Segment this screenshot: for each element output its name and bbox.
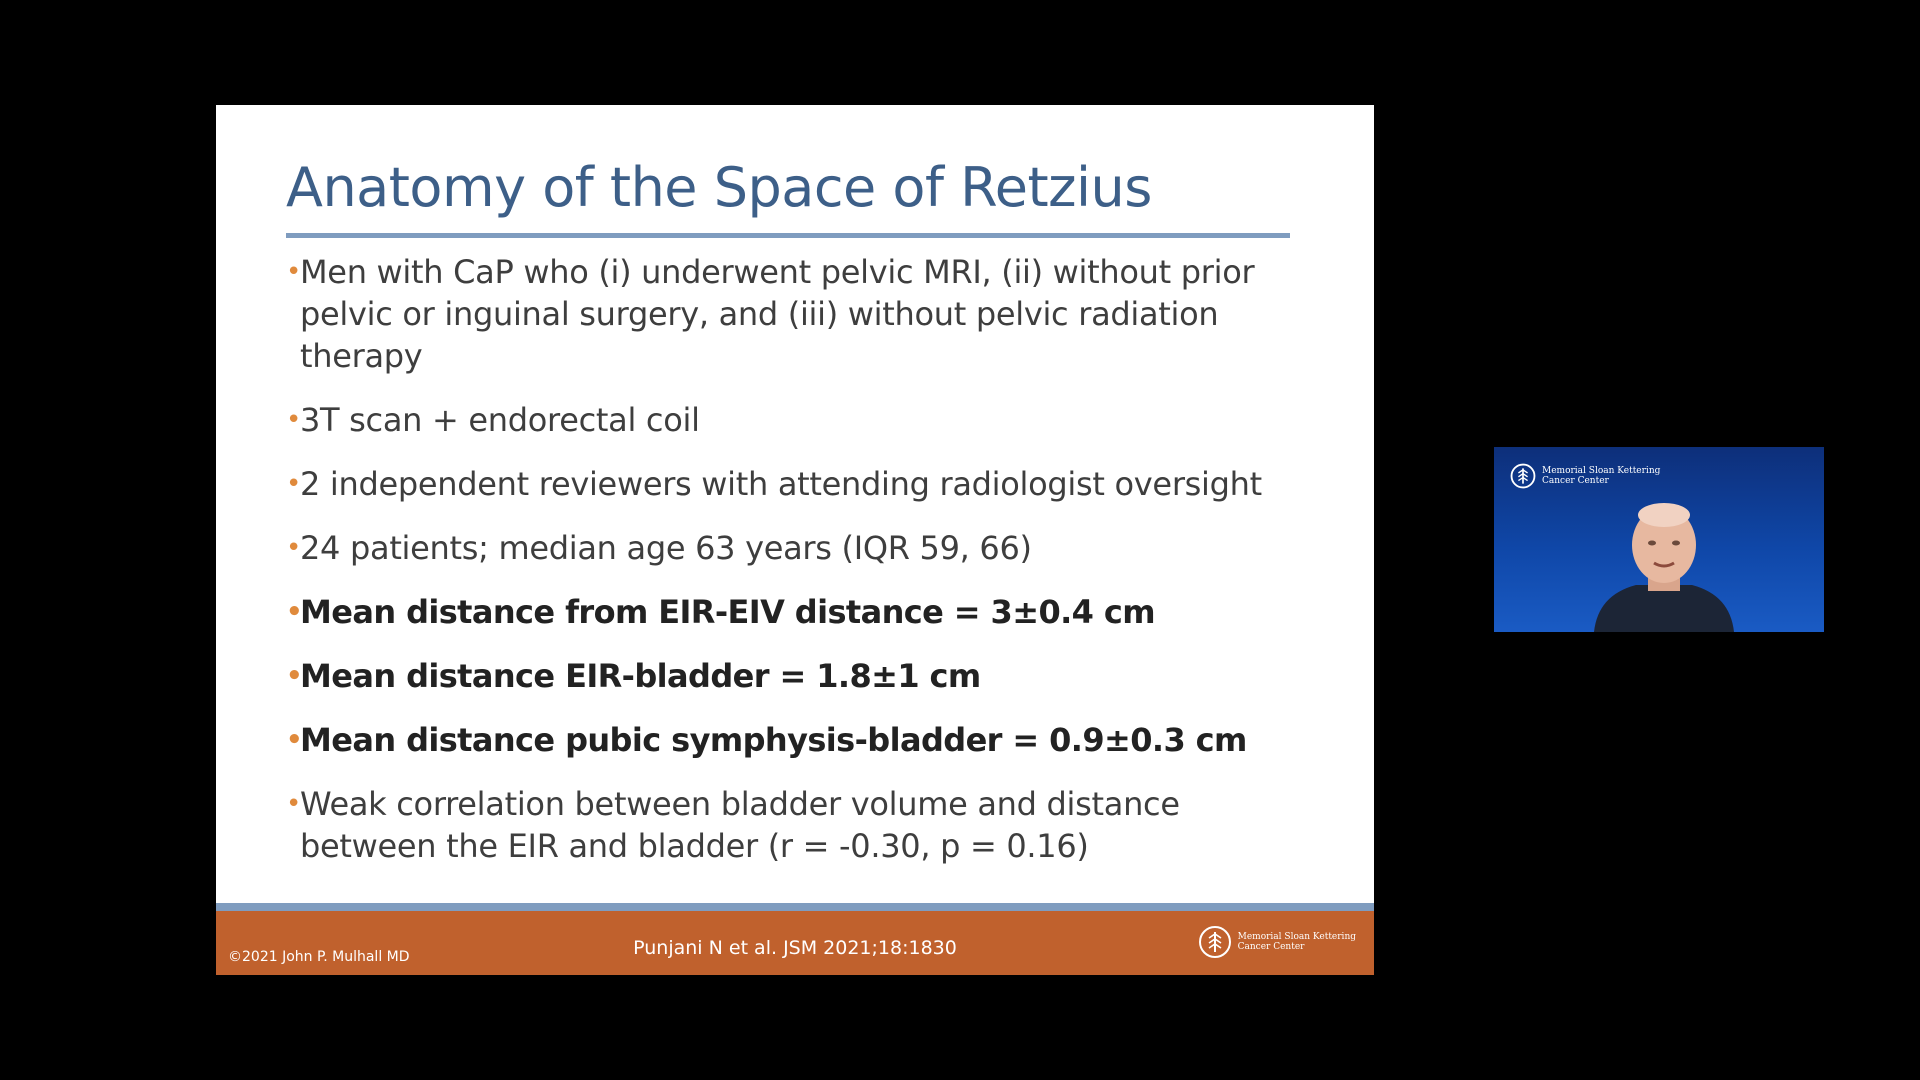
bullet-text: Mean distance pubic symphysis-bladder = 0.9±0.3 cm bbox=[300, 721, 1247, 759]
mskcc-logo bbox=[1198, 925, 1356, 959]
mskcc-emblem-icon bbox=[1198, 925, 1232, 959]
bullet-item bbox=[286, 591, 1306, 633]
logo-line-2: Cancer Center bbox=[1237, 942, 1305, 952]
webcam-logo-line-1: Memorial Sloan Kettering bbox=[1542, 466, 1661, 476]
bullet-marker: • bbox=[286, 597, 303, 627]
bullet-marker: • bbox=[286, 789, 302, 819]
bullet-marker: • bbox=[286, 405, 302, 435]
bullet-item bbox=[286, 251, 1306, 377]
speaker-silhouette bbox=[1584, 497, 1744, 632]
slide-title: Anatomy of the Space of Retzius bbox=[286, 156, 1152, 219]
slide-footer bbox=[216, 911, 1374, 975]
bullet-marker: • bbox=[286, 661, 303, 691]
bullet-text: Weak correlation between bladder volume and distance between the EIR and bladder (r = -0.30, p = 0.16) bbox=[300, 785, 1180, 865]
bullet-text: Mean distance EIR-bladder = 1.8±1 cm bbox=[300, 657, 981, 695]
bullet-item bbox=[286, 655, 1306, 697]
bullet-text: 24 patients; median age 63 years (IQR 59, 66) bbox=[300, 529, 1032, 567]
bullet-marker: • bbox=[286, 725, 303, 755]
logo-line-1: Memorial Sloan Kettering bbox=[1237, 932, 1356, 942]
bullet-item bbox=[286, 719, 1306, 761]
bullet-text: 2 independent reviewers with attending radiologist oversight bbox=[300, 465, 1262, 503]
bullet-text: Mean distance from EIR-EIV distance = 3±0.4 cm bbox=[300, 593, 1155, 631]
webcam-mskcc-logo bbox=[1510, 463, 1660, 489]
footer-divider bbox=[216, 903, 1374, 911]
bullet-item bbox=[286, 527, 1306, 569]
bullet-marker: • bbox=[286, 257, 302, 287]
bullet-text: Men with CaP who (i) underwent pelvic MRI, (ii) without prior pelvic or inguinal surgery, and (iii) without pelvic radiation therapy bbox=[300, 253, 1255, 375]
mskcc-emblem-icon bbox=[1510, 463, 1536, 489]
speaker-webcam-tile[interactable] bbox=[1494, 447, 1824, 632]
webcam-logo-line-2: Cancer Center bbox=[1542, 476, 1609, 486]
bullet-marker: • bbox=[286, 533, 302, 563]
bullet-item bbox=[286, 783, 1306, 867]
citation-text: Punjani N et al. JSM 2021;18:1830 bbox=[633, 937, 957, 959]
bullet-marker: • bbox=[286, 469, 302, 499]
bullet-item bbox=[286, 463, 1306, 505]
title-divider bbox=[286, 233, 1290, 238]
bullet-list bbox=[286, 251, 1306, 889]
bullet-item bbox=[286, 399, 1306, 441]
copyright-text: ©2021 John P. Mulhall MD bbox=[228, 949, 410, 965]
presentation-slide bbox=[216, 105, 1374, 975]
bullet-text: 3T scan + endorectal coil bbox=[300, 401, 700, 439]
